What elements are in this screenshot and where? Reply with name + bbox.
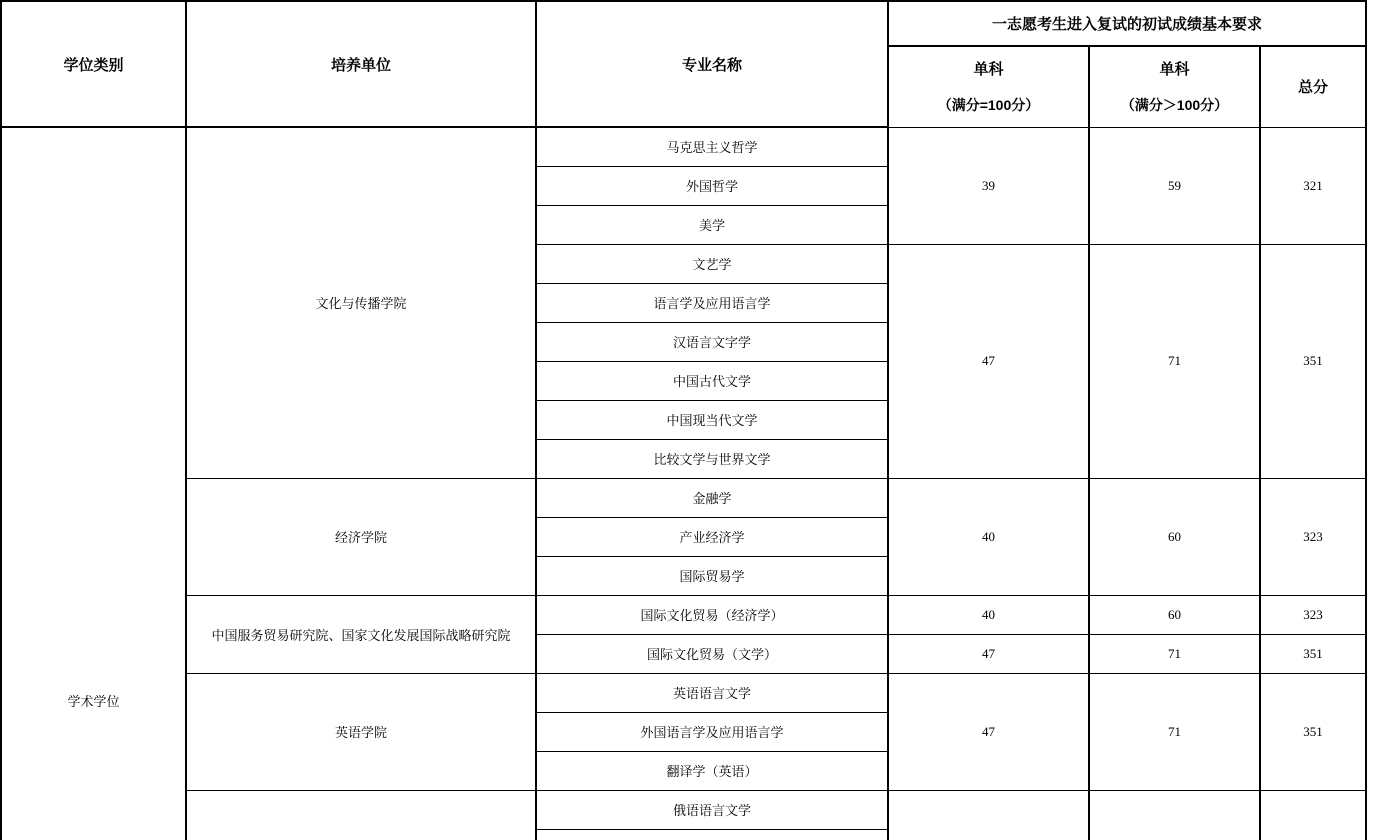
table-row (1, 790, 1366, 829)
major-cell: 马克思主义哲学 (536, 127, 888, 166)
major-cell: 国际文化贸易（经济学） (536, 595, 888, 634)
score-single-b-cell: 60 (1089, 478, 1260, 595)
single-subject-100-note: （满分=100分） (937, 97, 1040, 114)
major-cell: 外国哲学 (536, 166, 888, 205)
major-cell: 产业经济学 (536, 517, 888, 556)
score-single-a-cell: 47 (888, 673, 1089, 790)
training-unit-cell (186, 790, 536, 840)
score-single-b-cell: 60 (1089, 595, 1260, 634)
degree-category-cell: 学术学位 (1, 127, 186, 840)
score-single-a-cell: 47 (888, 244, 1089, 478)
major-cell: 中国古代文学 (536, 361, 888, 400)
table-row (1, 127, 1366, 166)
table-row (1, 478, 1366, 517)
major-cell: 翻译学（英语） (536, 751, 888, 790)
score-single-a-cell: 40 (888, 478, 1089, 595)
major-cell: 英语语言文学 (536, 673, 888, 712)
header-degree-category: 学位类别 (1, 1, 186, 127)
score-single-b-cell: 71 (1089, 244, 1260, 478)
major-cell: 国际文化贸易（文学） (536, 634, 888, 673)
score-single-a-cell: 39 (888, 127, 1089, 244)
header-major-name: 专业名称 (536, 1, 888, 127)
single-subject-over-100-label: 单科 (1159, 61, 1190, 79)
score-single-a-cell: 47 (888, 634, 1089, 673)
header-single-subject-over-100 (1089, 46, 1260, 127)
score-total-cell: 321 (1260, 127, 1366, 244)
score-total-cell: 323 (1260, 595, 1366, 634)
major-cell: 美学 (536, 205, 888, 244)
score-single-b-cell: 71 (1089, 634, 1260, 673)
major-cell: 国际贸易学 (536, 556, 888, 595)
major-cell: 文艺学 (536, 244, 888, 283)
major-cell: 俄语语言文学 (536, 790, 888, 829)
score-total-cell (1260, 790, 1366, 840)
major-cell: 外国语言学及应用语言学 (536, 712, 888, 751)
score-single-a-cell: 40 (888, 595, 1089, 634)
single-subject-over-100-note: （满分＞100分） (1120, 97, 1229, 114)
major-cell: 汉语言文字学 (536, 322, 888, 361)
score-total-cell: 351 (1260, 244, 1366, 478)
score-total-cell: 323 (1260, 478, 1366, 595)
major-cell: 金融学 (536, 478, 888, 517)
header-training-unit: 培养单位 (186, 1, 536, 127)
header-single-subject-100 (888, 46, 1089, 127)
training-unit-cell: 中国服务贸易研究院、国家文化发展国际战略研究院 (186, 595, 536, 673)
training-unit-cell: 经济学院 (186, 478, 536, 595)
training-unit-cell: 文化与传播学院 (186, 127, 536, 478)
header-requirement-title: 一志愿考生进入复试的初试成绩基本要求 (888, 1, 1366, 46)
table-row (1, 673, 1366, 712)
training-unit-cell: 英语学院 (186, 673, 536, 790)
score-single-b-cell: 71 (1089, 673, 1260, 790)
score-single-b-cell (1089, 790, 1260, 840)
single-subject-100-label: 单科 (973, 61, 1004, 79)
header-total-score: 总分 (1260, 46, 1366, 127)
score-total-cell: 351 (1260, 673, 1366, 790)
score-single-a-cell (888, 790, 1089, 840)
major-cell: 比较文学与世界文学 (536, 439, 888, 478)
score-single-b-cell: 59 (1089, 127, 1260, 244)
major-cell: 中国现当代文学 (536, 400, 888, 439)
major-cell: 语言学及应用语言学 (536, 283, 888, 322)
score-total-cell: 351 (1260, 634, 1366, 673)
table-row (1, 595, 1366, 634)
major-cell (536, 829, 888, 840)
